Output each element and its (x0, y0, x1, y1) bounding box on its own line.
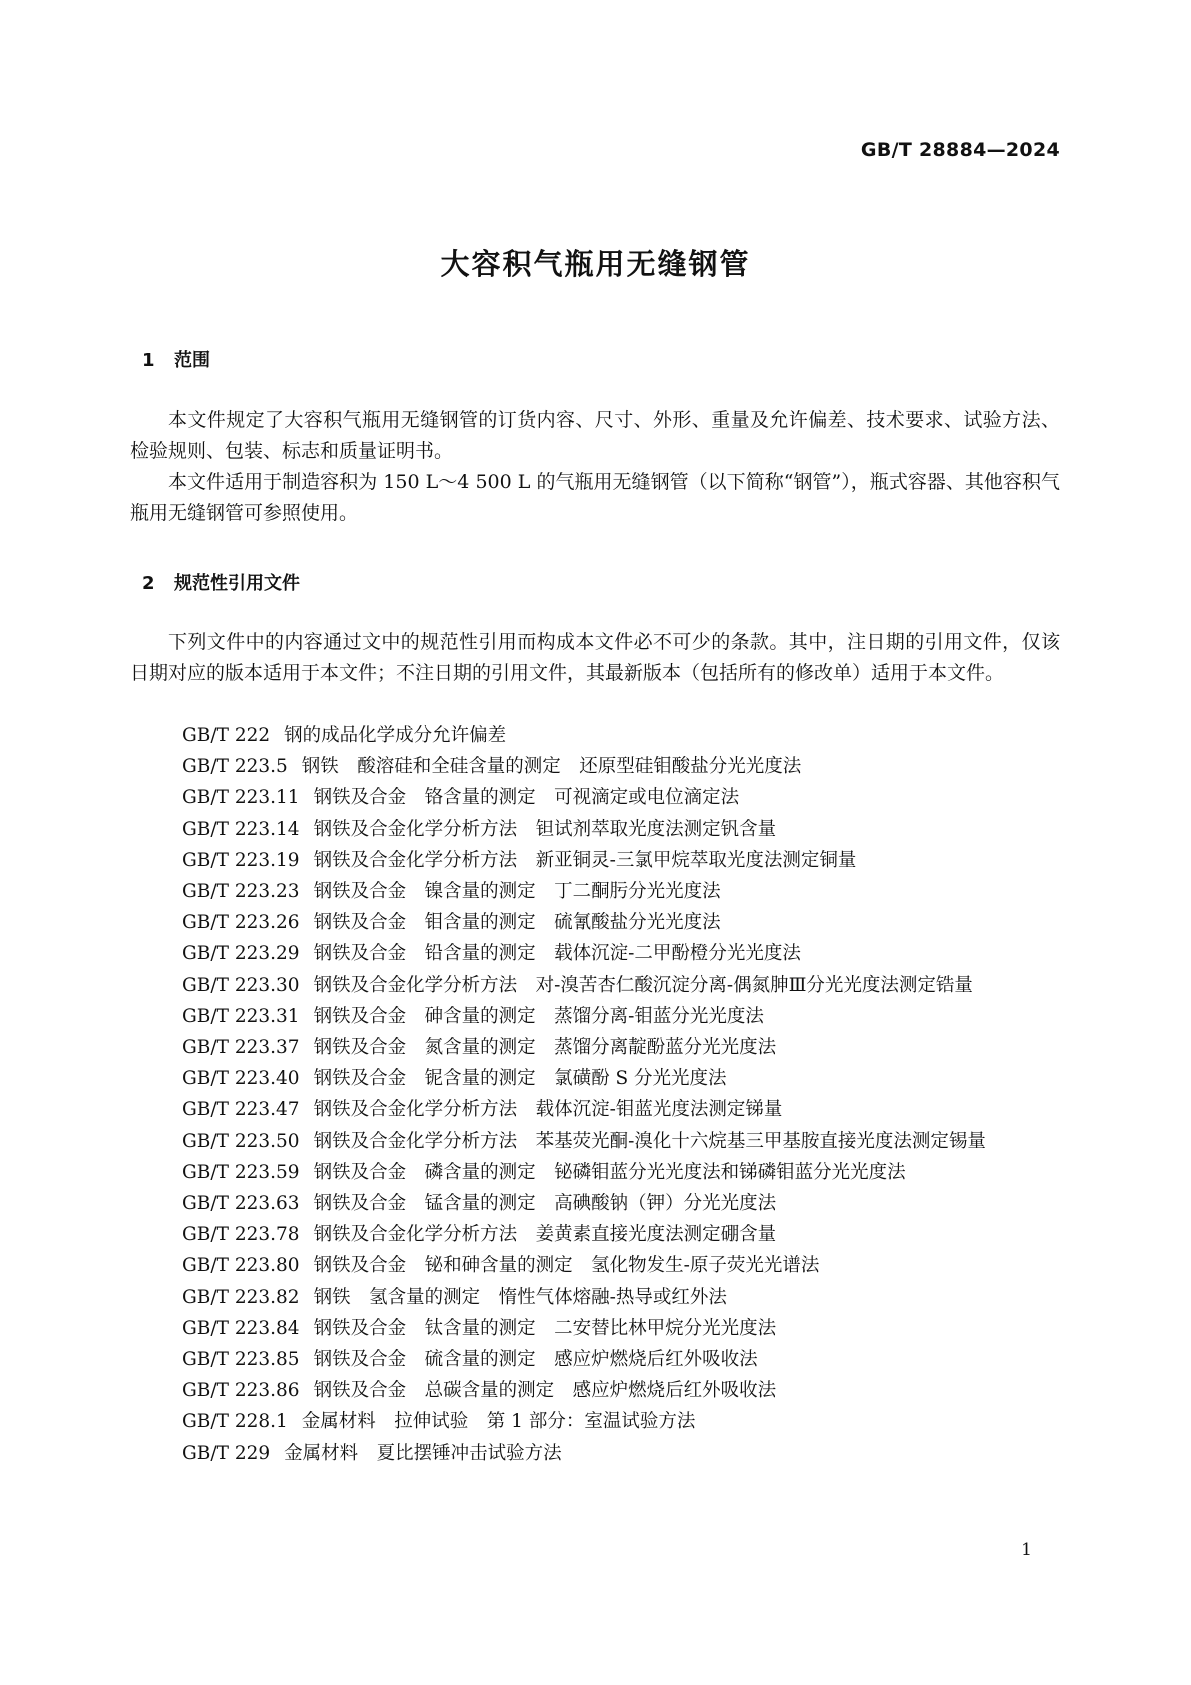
section-heading-scope (142, 346, 210, 372)
reference-item (130, 1406, 1060, 1437)
reference-code: GB/T 223.31 (182, 1005, 300, 1027)
reference-item (130, 1313, 1060, 1344)
reference-code: GB/T 222 (182, 725, 271, 746)
reference-title: 钢铁及合金 磷含量的测定 铋磷钼蓝分光光度法和锑磷钼蓝分光光度法 (313, 1161, 906, 1183)
standard-code: GB/T 28884—2024 (860, 139, 1060, 161)
reference-code: GB/T 223.30 (182, 974, 300, 996)
reference-item (130, 876, 1060, 907)
reference-title: 金属材料 拉伸试验 第 1 部分：室温试验方法 (301, 1411, 696, 1433)
reference-code: GB/T 223.86 (182, 1380, 300, 1402)
document-title: 大容积气瓶用无缝钢管 (440, 247, 751, 281)
reference-title: 钢铁 酸溶硅和全硅含量的测定 还原型硅钼酸盐分光光度法 (301, 756, 802, 778)
reference-code: GB/T 223.29 (182, 943, 300, 965)
reference-title: 钢铁及合金 氮含量的测定 蒸馏分离靛酚蓝分光光度法 (313, 1037, 777, 1059)
references-intro-paragraph: 下列文件中的内容通过文中的规范性引用而构成本文件必不可少的条款。其中，注日期的引用文件，仅该日期对应的版本适用于本文件；不注日期的引用文件，其最新版本（包括所有的修改单）适用于本文件。 (130, 631, 1060, 684)
reference-item (130, 751, 1060, 782)
reference-code: GB/T 223.63 (182, 1193, 300, 1215)
reference-title: 金属材料 夏比摆锤冲击试验方法 (284, 1442, 562, 1464)
reference-code: GB/T 223.14 (182, 818, 300, 840)
reference-item (130, 1438, 1060, 1469)
reference-item (130, 938, 1060, 969)
reference-item (130, 1063, 1060, 1094)
reference-item (130, 1375, 1060, 1406)
reference-item (130, 845, 1060, 876)
reference-code: GB/T 223.26 (182, 912, 300, 934)
reference-code: GB/T 223.59 (182, 1161, 300, 1183)
section-heading-normative-references (142, 569, 300, 595)
reference-code: GB/T 223.23 (182, 881, 300, 903)
reference-code: GB/T 223.80 (182, 1255, 300, 1277)
reference-code: GB/T 223.85 (182, 1349, 300, 1371)
page-number: 1 (1021, 1540, 1032, 1560)
reference-item (130, 1250, 1060, 1281)
reference-title: 钢铁及合金 铬含量的测定 可视滴定或电位滴定法 (313, 787, 740, 809)
section-number: 1 (142, 350, 155, 371)
reference-title: 钢铁及合金 镍含量的测定 丁二酮肟分光光度法 (313, 881, 721, 903)
reference-item (130, 1188, 1060, 1219)
reference-title: 钢铁及合金化学分析方法 苯基荧光酮-溴化十六烷基三甲基胺直接光度法测定锡量 (313, 1130, 986, 1152)
reference-item (130, 1157, 1060, 1188)
reference-code: GB/T 223.84 (182, 1317, 300, 1339)
reference-item (130, 814, 1060, 845)
reference-title: 钢铁 氢含量的测定 惰性气体熔融-热导或红外法 (313, 1286, 727, 1308)
reference-title: 钢铁及合金化学分析方法 姜黄素直接光度法测定硼含量 (313, 1224, 777, 1246)
reference-title: 钢铁及合金 总碳含量的测定 感应炉燃烧后红外吸收法 (313, 1380, 777, 1402)
reference-item (130, 1032, 1060, 1063)
reference-code: GB/T 223.11 (182, 787, 300, 809)
reference-item (130, 782, 1060, 813)
reference-title: 钢铁及合金化学分析方法 新亚铜灵-三氯甲烷萃取光度法测定铜量 (313, 849, 857, 871)
reference-code: GB/T 223.37 (182, 1037, 300, 1059)
reference-code: GB/T 223.78 (182, 1224, 300, 1246)
reference-title: 钢铁及合金 硫含量的测定 感应炉燃烧后红外吸收法 (313, 1349, 758, 1371)
reference-item (130, 907, 1060, 938)
reference-list (130, 720, 1060, 1469)
reference-item (130, 970, 1060, 1001)
reference-code: GB/T 223.40 (182, 1068, 300, 1090)
reference-item (130, 1282, 1060, 1313)
reference-title: 钢的成品化学成分允许偏差 (284, 725, 507, 746)
scope-paragraph: 本文件规定了大容积气瓶用无缝钢管的订货内容、尺寸、外形、重量及允许偏差、技术要求、试验方法、检验规则、包装、标志和质量证明书。 (130, 409, 1060, 462)
reference-code: GB/T 223.82 (182, 1286, 300, 1308)
reference-title: 钢铁及合金 砷含量的测定 蒸馏分离-钼蓝分光光度法 (313, 1005, 764, 1027)
reference-code: GB/T 223.47 (182, 1099, 300, 1121)
reference-code: GB/T 223.50 (182, 1130, 300, 1152)
reference-title: 钢铁及合金 钼含量的测定 硫氰酸盐分光光度法 (313, 912, 721, 934)
reference-title: 钢铁及合金 铋和砷含量的测定 氢化物发生-原子荧光光谱法 (313, 1255, 820, 1277)
reference-item (130, 1094, 1060, 1125)
reference-item (130, 1001, 1060, 1032)
reference-title: 钢铁及合金 铅含量的测定 载体沉淀-二甲酚橙分光光度法 (313, 943, 801, 965)
reference-item (130, 1344, 1060, 1375)
applicability-paragraph: 本文件适用于制造容积为 150 L～4 500 L 的气瓶用无缝钢管（以下简称“钢管”），瓶式容器、其他容积气瓶用无缝钢管可参照使用。 (130, 471, 1060, 524)
reference-code: GB/T 228.1 (182, 1411, 288, 1433)
reference-title: 钢铁及合金 钛含量的测定 二安替比林甲烷分光光度法 (313, 1317, 777, 1339)
section-number: 2 (142, 573, 155, 594)
reference-title: 钢铁及合金化学分析方法 对-溴苦杏仁酸沉淀分离-偶氮胂Ⅲ分光光度法测定锆量 (313, 974, 973, 996)
reference-code: GB/T 223.19 (182, 849, 300, 871)
reference-title: 钢铁及合金 铌含量的测定 氯磺酚 S 分光光度法 (313, 1068, 727, 1090)
reference-item (130, 720, 1060, 751)
reference-title: 钢铁及合金化学分析方法 钽试剂萃取光度法测定钒含量 (313, 818, 777, 840)
reference-item (130, 1219, 1060, 1250)
section-title: 范围 (174, 350, 210, 371)
reference-item (130, 1126, 1060, 1157)
reference-code: GB/T 229 (182, 1442, 271, 1464)
section-title: 规范性引用文件 (174, 573, 300, 594)
reference-title: 钢铁及合金化学分析方法 载体沉淀-钼蓝光度法测定锑量 (313, 1099, 783, 1121)
reference-title: 钢铁及合金 锰含量的测定 高碘酸钠（钾）分光光度法 (313, 1193, 777, 1215)
reference-code: GB/T 223.5 (182, 756, 288, 778)
